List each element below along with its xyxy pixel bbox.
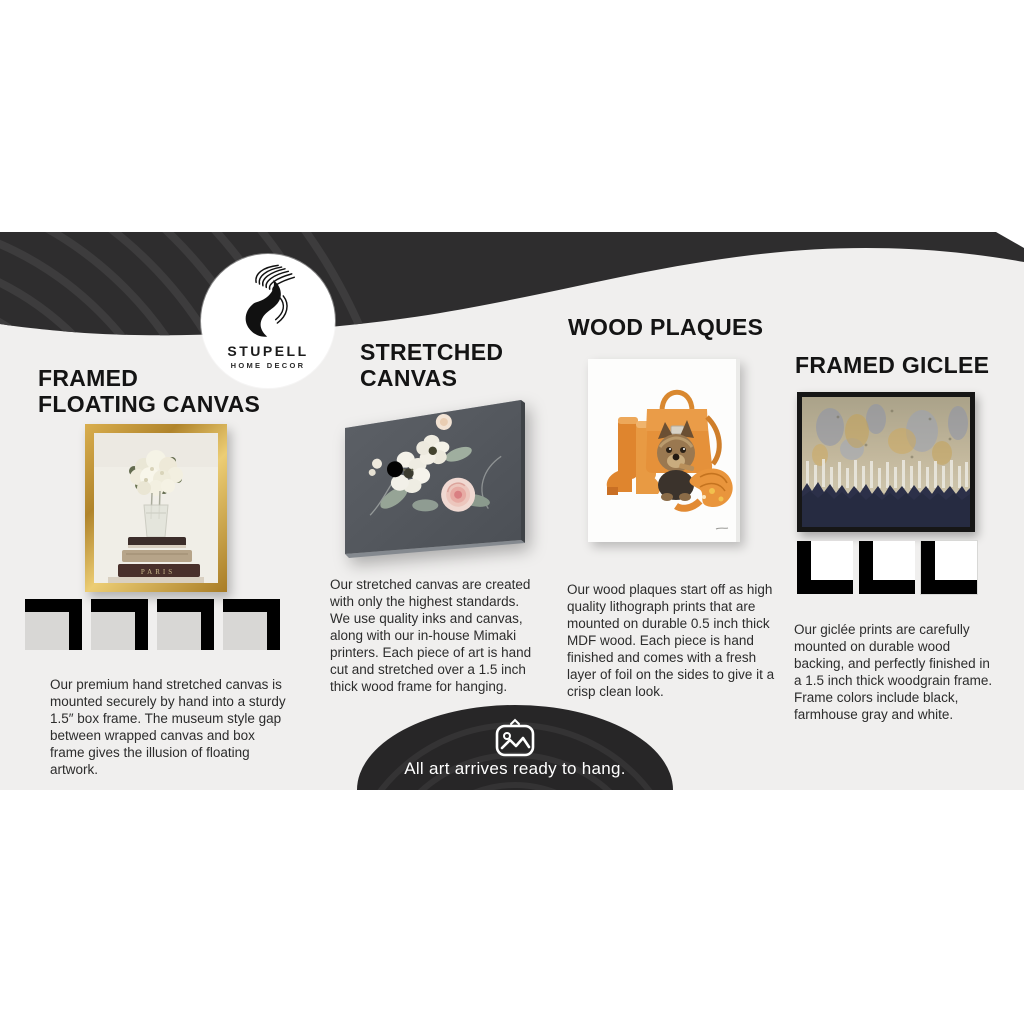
wood-plaque-product-image xyxy=(588,359,740,542)
giclee-frame-swatches xyxy=(797,541,977,594)
ready-to-hang-banner xyxy=(357,705,673,790)
book-title-paris: PARIS xyxy=(140,568,176,576)
framed-picture-icon xyxy=(491,717,539,761)
title-line: FRAMED xyxy=(38,365,139,391)
title-line: CANVAS xyxy=(360,365,458,391)
brand-tagline: HOME DECOR xyxy=(230,361,306,370)
wood-plaques-description: Our wood plaques start off as high quality lithograph prints that are mounted on durable 0.5 inch thick MDF wood. Each piece is hand finished and comes with a fresh layer of foil on the sides to give it a crisp clean look. xyxy=(567,581,775,699)
section-title-framed-giclee: FRAMED GICLEE xyxy=(795,352,990,378)
brand-logo xyxy=(201,254,335,388)
title-line: FLOATING CANVAS xyxy=(38,391,261,417)
top-wave-banner xyxy=(0,232,1024,352)
floral-charcoal-artwork xyxy=(333,394,541,562)
abstract-navy-gold-artwork xyxy=(802,397,970,527)
frame-swatch-farmhouse-gray xyxy=(859,541,915,594)
frame-swatch-black xyxy=(797,541,853,594)
frame-swatch-white xyxy=(921,541,977,594)
frame-swatch-champagne xyxy=(223,599,280,650)
yorkie-orange-artwork xyxy=(588,359,740,542)
floating-frame-swatches xyxy=(25,599,280,650)
title-line: STRETCHED xyxy=(360,339,504,365)
frame-swatch-black xyxy=(157,599,214,650)
framed-giclee-product-image xyxy=(797,392,975,532)
floating-canvas-description: Our premium hand stretched canvas is mounted securely by hand into a sturdy 1.5″ box frame. The museum style gap between wrapped canvas and box frame gives the illusion of floating artwork. xyxy=(50,676,286,777)
framed-giclee-description: Our giclée prints are carefully mounted on durable wood backing, and perfectly finished in a 1.5 inch thick woodgrain frame. Frame colors include black, farmhouse gray and white. xyxy=(794,621,993,722)
stretched-canvas-product-image xyxy=(333,394,541,562)
section-title-wood-plaques: WOOD PLAQUES xyxy=(568,314,764,340)
frame-swatch-silver xyxy=(91,599,148,650)
frame-swatch-gold xyxy=(25,599,82,650)
ready-to-hang-message: All art arrives ready to hang. xyxy=(404,759,626,778)
section-title-stretched-canvas xyxy=(360,339,503,391)
stupell-swoosh-icon xyxy=(225,262,311,340)
hydrangea-books-artwork xyxy=(94,433,218,583)
stretched-canvas-description: Our stretched canvas are created with only the highest standards. We use quality inks and canvas, along with our in-house Mimaki printers. Each piece of art is hand cut and stretched over a 1.5 inch thick wood frame for hanging. xyxy=(330,576,532,694)
floating-canvas-product-image xyxy=(85,424,227,592)
brand-name: STUPELL xyxy=(227,343,309,359)
